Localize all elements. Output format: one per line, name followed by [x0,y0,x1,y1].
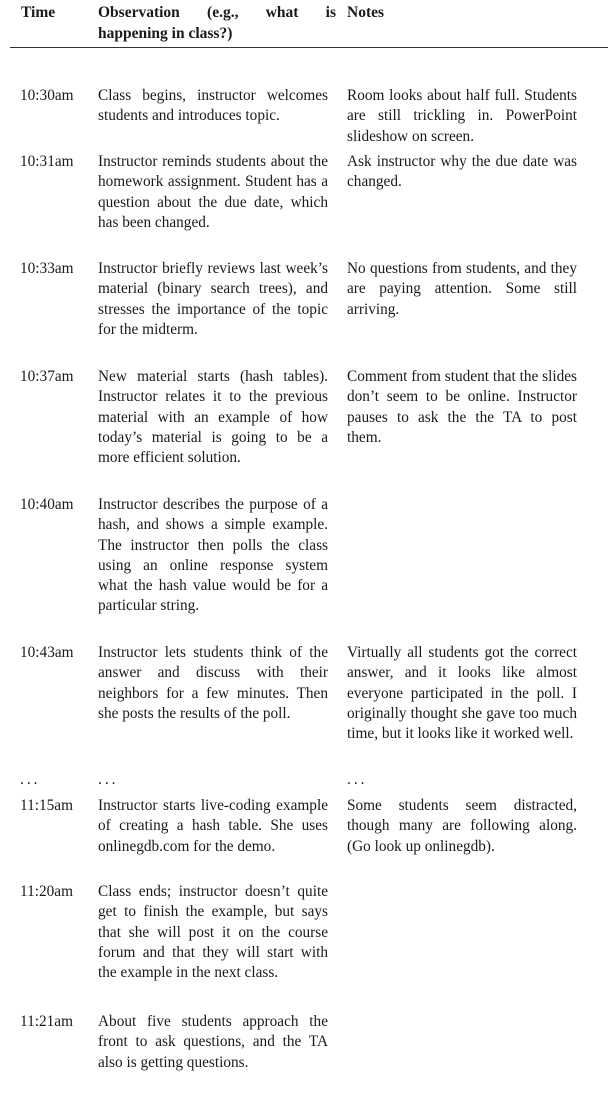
row-notes: Some students seem distracted, though many are following along. (Go look up onlinegdb). [347,797,577,855]
row-time: 10:30am [20,87,74,104]
row-observation: ... [98,771,119,788]
row-time: 10:31am [20,153,74,170]
row-time: 11:20am [20,883,73,900]
row-time: ... [20,771,41,788]
row-time: 10:40am [20,496,74,513]
header-notes: Notes [347,4,385,21]
header-rule [10,47,608,48]
row-notes: Virtually all students got the correct answer, and it looks like almost everyone participated in the poll. I originally thought she gave too much time, but it looks like it worked well. [347,644,577,743]
row-notes: Room looks about half full. Students are still trickling in. PowerPoint slideshow on screen. [347,87,577,145]
row-observation: Instructor lets students think of the answer and discuss with their neighbors for a few minutes. Then she posts the results of the poll. [98,644,328,722]
row-observation: New material starts (hash tables). Instructor relates it to the previous material with an example of how today’s material is going to be a more efficient solution. [98,368,328,467]
row-time: 10:37am [20,368,74,385]
row-observation: Instructor reminds students about the homework assignment. Student has a question about the due date, which has been changed. [98,153,328,231]
row-time: 11:15am [20,797,73,814]
row-notes: Comment from student that the slides don’t seem to be online. Instructor pauses to ask the the TA to post them. [347,368,577,446]
header-observation: Observation (e.g., what is happening in class?) [98,4,336,42]
row-observation: Instructor describes the purpose of a hash, and shows a simple example. The instructor then polls the class using an online response system what the hash value would be for a particular string. [98,496,328,615]
row-observation: Class ends; instructor doesn’t quite get to finish the example, but says that she will post it on the course forum and that they will start with the example in the next class. [98,883,328,982]
row-time: 11:21am [20,1013,73,1030]
row-notes: ... [347,771,368,788]
row-observation: Instructor starts live-coding example of creating a hash table. She uses onlinegdb.com for the demo. [98,797,328,855]
row-observation: Class begins, instructor welcomes students and introduces topic. [98,87,328,125]
row-observation: About five students approach the front to ask questions, and the TA also is getting questions. [98,1013,328,1071]
header-time: Time [21,4,56,21]
row-time: 10:33am [20,260,74,277]
row-notes: Ask instructor why the due date was changed. [347,153,577,191]
row-time: 10:43am [20,644,74,661]
row-observation: Instructor briefly reviews last week’s material (binary search trees), and stresses the importance of the topic for the midterm. [98,260,328,338]
row-notes: No questions from students, and they are paying attention. Some still arriving. [347,260,577,318]
